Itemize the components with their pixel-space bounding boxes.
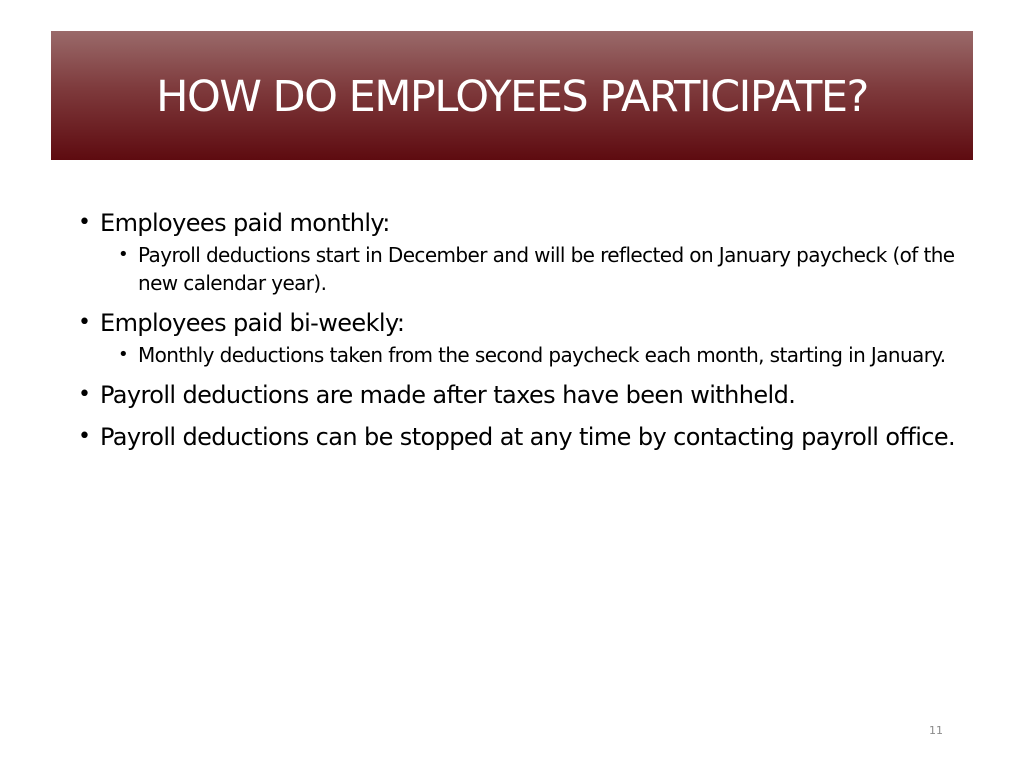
sub-bullet-list: [100, 341, 958, 369]
bullet-item: [78, 421, 958, 453]
bullet-list: [78, 207, 958, 453]
sub-bullet-icon: •: [118, 244, 129, 265]
bullet-icon: •: [78, 210, 91, 235]
bullet-text: Payroll deductions can be stopped at any time by contacting payroll office.: [100, 423, 956, 451]
page-number: 11: [929, 724, 943, 737]
slide-title: HOW DO EMPLOYEES PARTICIPATE?: [156, 71, 868, 122]
bullet-item: [78, 307, 958, 369]
bullet-item: [78, 379, 958, 411]
bullet-icon: •: [78, 424, 91, 449]
bullet-item: [78, 207, 958, 297]
sub-bullet-item: [100, 241, 958, 297]
slide-content: [78, 207, 958, 463]
title-banner: [51, 31, 973, 160]
bullet-text: Employees paid monthly:: [100, 209, 390, 237]
bullet-text: Employees paid bi-weekly:: [100, 309, 405, 337]
sub-bullet-text: Payroll deductions start in December and will be reflected on January paycheck (of the new calendar year).: [138, 243, 955, 295]
bullet-text: Payroll deductions are made after taxes have been withheld.: [100, 381, 796, 409]
bullet-icon: •: [78, 310, 91, 335]
sub-bullet-item: [100, 341, 958, 369]
sub-bullet-list: [100, 241, 958, 297]
sub-bullet-text: Monthly deductions taken from the second paycheck each month, starting in January.: [138, 343, 946, 367]
bullet-icon: •: [78, 382, 91, 407]
sub-bullet-icon: •: [118, 344, 129, 365]
